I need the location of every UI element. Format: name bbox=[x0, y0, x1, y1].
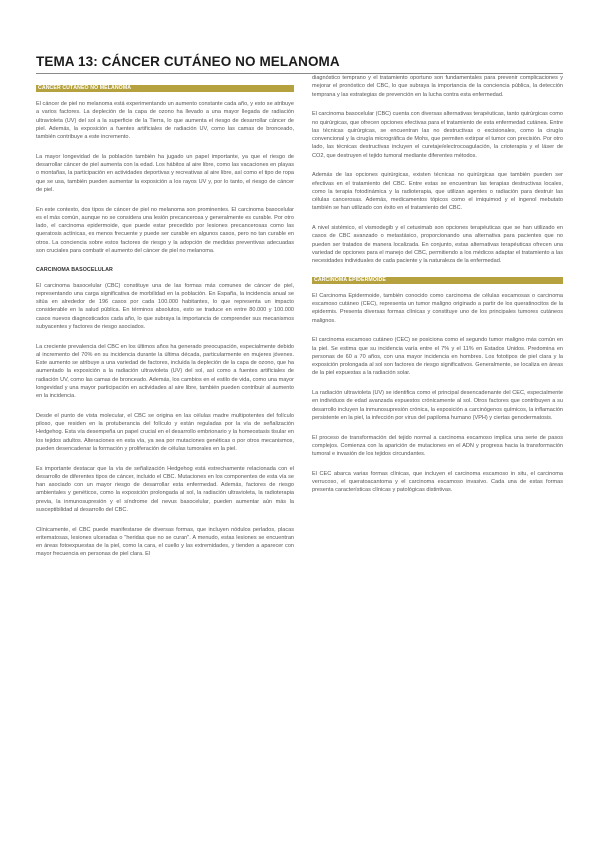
subheading-carcinoma-basocelular: CARCINOMA BASOCELULAR bbox=[36, 266, 113, 273]
paragraph: El proceso de transformación del tejido normal a carcinoma escamoso implica una serie de pasos complejos. Comienza con la aparición de mutaciones en el ADN y progresa hacia la transformación tumoral e invasión de los tejidos circundantes. bbox=[312, 434, 563, 457]
paragraph: Es importante destacar que la vía de señalización Hedgehog está estrechamente relacionada con el desarrollo de diferentes tipos de cáncer, incluido el CBC. Mutaciones en los componentes de esta vía se han asociado con un mayor riesgo de desarrollar esta enfermedad. Además, factores de riesgo ambientales y genéticos, como la exposición prolongada al sol, la radiación ultravioleta, la radioterapia previa, la inmunosupresión y el síndrome del nevus basocelular, pueden aumentar aún más la susceptibilidad al desarrollo del CBC. bbox=[36, 465, 294, 513]
paragraph: La creciente prevalencia del CBC en los últimos años ha generado preocupación, especialmente debido al incremento del 70% en su incidencia durante la última década, particularmente en mujeres jóvenes. Este aumento se atribuye a una variedad de factores, incluida la depleción de la capa de ozono, que ha aumentado la exposición a la radiación ultravioleta (UV) del sol, así como a fuentes artificiales de radiación UV, como las camas de bronceado. Además, los cambios en el estilo de vida, como una mayor longevidad y una mayor participación en actividades al aire libre, también pueden contribuir al aumento en la incidencia. bbox=[36, 343, 294, 399]
paragraph: El carcinoma basocelular (CBC) constituye una de las formas más comunes de cáncer de piel, representando una carga significativa de morbilidad en la población. En España, la incidencia anual se sitúa en alrededor de 196 casos por cada 100.000 habitantes, lo que representa un impacto considerable en la salud pública. En términos absolutos, esto se traduce en entre 80.000 y 100.000 casos nuevos diagnosticados cada año, lo que subraya la importancia de comprender sus mecanismos subyacentes y factores de riesgo asociados. bbox=[36, 282, 294, 330]
paragraph: El carcinoma escamoso cutáneo (CEC) se posiciona como el segundo tumor maligno más común en la piel. Se estima que su incidencia varía entre el 7% y el 11% en Estados Unidos. Predomina en personas de 60 a 70 años, con una mayor incidencia en hombres. Los fototipos de piel clara y la exposición prolongada al sol son factores de riesgo significativos. Generalmente, se localiza en áreas de la piel expuestas a la radiación solar. bbox=[312, 337, 563, 377]
paragraph: diagnóstico temprano y el tratamiento oportuno son fundamentales para prevenir complicaciones y mejorar el pronóstico del CBC, lo que subraya la importancia de la conciencia pública, la detección temprana y las estrategias de prevención en la lucha contra esta enfermedad. bbox=[312, 75, 563, 98]
section-band-cancer-cutaneo: CÁNCER CUTÁNEO NO MELANOMA bbox=[36, 85, 294, 92]
paragraph: El CEC abarca varias formas clínicas, que incluyen el carcinoma escamoso in situ, el carcinoma verrucoso, el queratoacantoma y el carcinoma escamoso invasivo. Cada una de estas formas presenta características clínicas y patológicas distintivas. bbox=[312, 470, 563, 494]
section-band-carcinoma-epidermoide: CARCINOMA EPIDERMOIDE bbox=[312, 277, 563, 284]
page-title: TEMA 13: CÁNCER CUTÁNEO NO MELANOMA bbox=[36, 54, 340, 69]
paragraph: El carcinoma basocelular (CBC) cuenta con diversas alternativas terapéuticas, tanto quirúrgicas como no quirúrgicas, que ofrecen opciones efectivas para el tratamiento de esta enfermedad cutánea. Entre las técnicas quirúrgicas, se encuentran las no destructivas o excisionales, como la cirugía convencional y la cirugía micrográfica de Mohs, que permiten extirpar el tumor con precisión. Por otro lado, las técnicas destructivas incluyen el curetaje/electrocoagulación, la crioterapia y el láser de CO2, que destruyen el tejido tumoral mediante diferentes métodos. bbox=[312, 111, 563, 159]
paragraph: El cáncer de piel no melanoma está experimentando un aumento constante cada año, y esto se atribuye a varios factores. La depleción de la capa de ozono ha llevado a una mayor llegada de radiación ultravioleta (UV) del sol a la superficie de la Tierra, lo que aumenta el riesgo de desarrollar cáncer de piel. Además, la exposición a fuentes artificiales de radiación UV, como las camas de bronceado, también contribuye a este incremento. bbox=[36, 101, 294, 140]
paragraph: La mayor longevidad de la población también ha jugado un papel importante, ya que el riesgo de desarrollar cáncer de piel aumenta con la edad. Los hábitos al aire libre, como las vacaciones en playas o montañas, la participación en actividades deportivas y recreativas al aire libre, así como el tipo de ropa que se usa, también pueden aumentar la exposición a los rayos UV y, por lo tanto, el riesgo de cáncer de piel. bbox=[36, 153, 294, 193]
paragraph: El Carcinoma Epidermoide, también conocido como carcinoma de células escamosas o carcinoma escamoso cutáneo (CEC), representa un tumor maligno originado a partir de los queratinocitos de la epidermis. Presenta diversas formas clínicas y constituye uno de los principales tumores cutáneos malignos. bbox=[312, 292, 563, 324]
paragraph: A nivel sistémico, el vismodegib y el cetuximab son opciones terapéuticas que se han utilizado en casos de CBC avanzado o metastásico, proporcionando una alternativa para pacientes que no pueden ser tratados de manera localizada. En conjunto, estas alternativas terapéuticas ofrecen una variedad de opciones para el manejo del CBC, permitiendo a los médicos adaptar el tratamiento a las necesidades individuales de cada paciente y la naturaleza de la enfermedad. bbox=[312, 225, 563, 264]
right-column bbox=[312, 74, 563, 506]
paragraph: La radiación ultravioleta (UV) se identifica como el principal desencadenante del CEC, especialmente en individuos de edad avanzada expuestos crónicamente al sol. Otros factores que contribuyen a su desarrollo incluyen la inmunosupresión crónica, la exposición a carcinógenos químicos, la inflamación persistente en la piel, la infección por virus del papiloma humano (VPH) y ciertas genodermatosis. bbox=[312, 390, 563, 421]
paragraph: Clínicamente, el CBC puede manifestarse de diversas formas, que incluyen nódulos perlados, placas eritematosas, lesiones ulceradas o "heridas que no se curan". A menudo, estas lesiones se encuentran en áreas fotoexpuestas de la piel, como la cara, el cuello y las extremidades, y tienden a aparecer con mayor frecuencia en personas de piel clara. El bbox=[36, 526, 294, 558]
left-column bbox=[36, 85, 294, 570]
paragraph: Desde el punto de vista molecular, el CBC se origina en las células madre multipotentes del folículo piloso, que residen en la protuberancia del folículo y están reguladas por la vía de señalización Hedgehog. Esta vía desempeña un papel crucial en el desarrollo embrionario y la homeostasis tisular en los tejidos adultos. Alteraciones en esta vía, ya sea por mutaciones genéticas o por otros mecanismos, pueden desencadenar la formación y proliferación de células tumorales en la piel. bbox=[36, 412, 294, 452]
paragraph: Además de las opciones quirúrgicas, existen técnicas no quirúrgicas que también pueden ser efectivas en el tratamiento del CBC. Entre estas se encuentran las terapias destructivas locales, como la terapia fotodinámica y la radioterapia, que utilizan agentes o radiación para destruir las células cancerosas. Además, medicamentos tópicos como el imiquimod y el ingenol mebutato también se han utilizado con éxito en el tratamiento del CBC. bbox=[312, 172, 563, 212]
paragraph: En este contexto, dos tipos de cáncer de piel no melanoma son prominentes. El carcinoma basocelular es el más común, aunque no se considera una lesión precancerosa y generalmente es curable. Por otro lado, el carcinoma epidermoide, que puede estar precedido por lesiones precancerosas como las queratosis actínicas, es menos frecuente y puede ser curable en algunos casos, pero no tan curable en otros. La conciencia sobre estos factores de riesgo y la adopción de medidas preventivas adecuadas son cruciales para combatir el aumento del cáncer de piel no melanoma. bbox=[36, 206, 294, 254]
